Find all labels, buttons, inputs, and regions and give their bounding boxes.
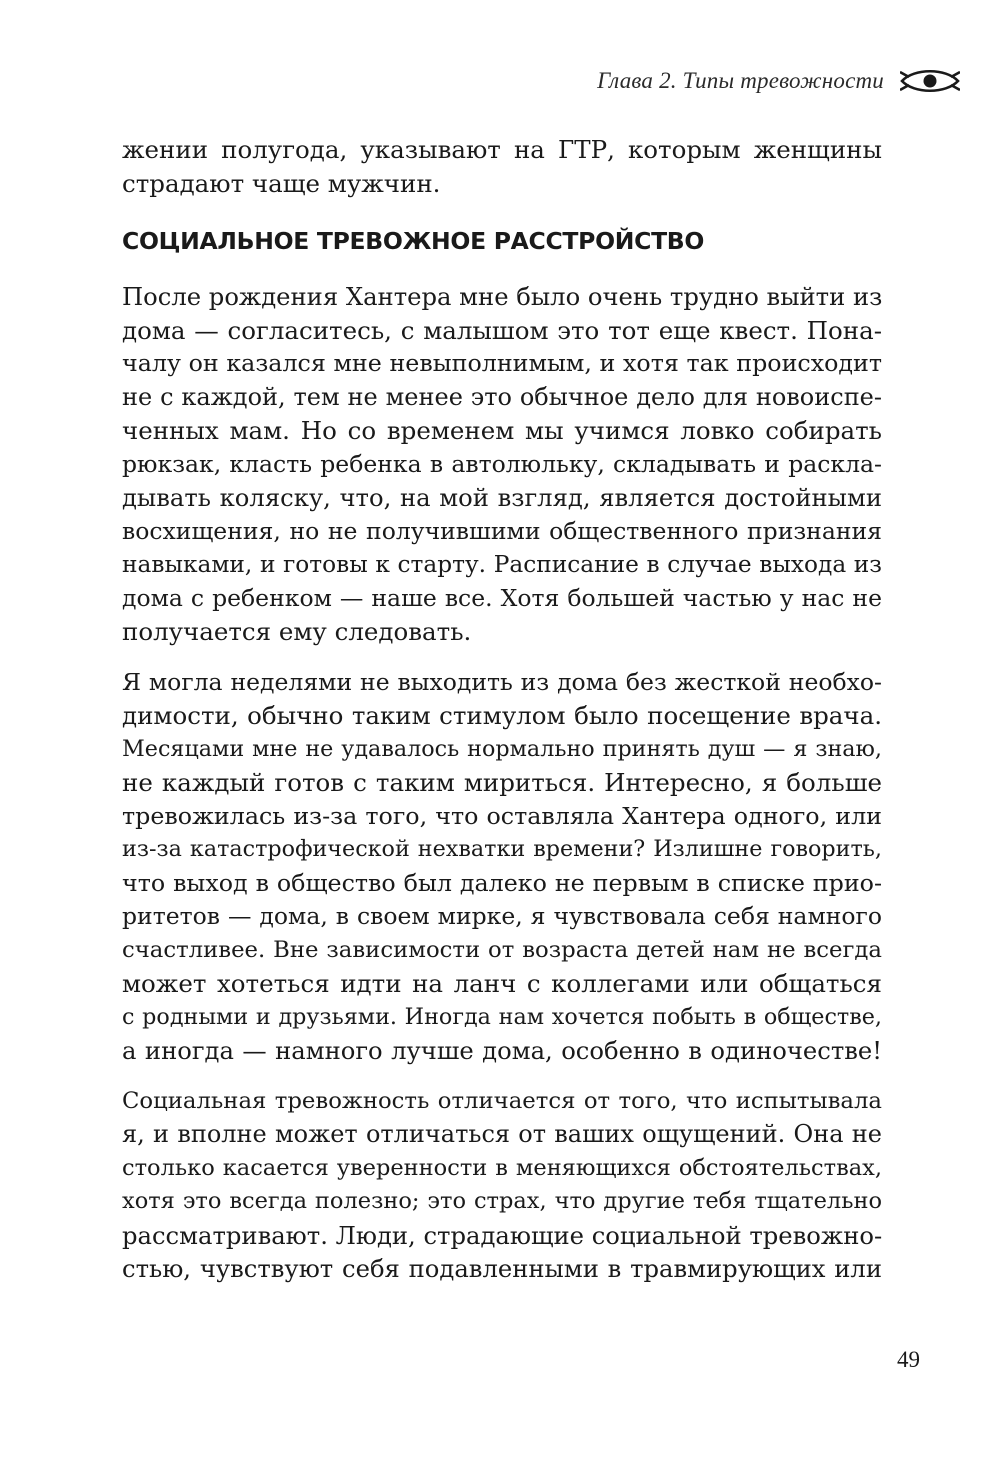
text-line: жении полугода, указывают на ГТР, которым женщины <box>122 135 882 164</box>
eye-icon <box>900 68 960 94</box>
text-line: ченных мам. Но со временем мы учимся ловко собирать <box>122 416 882 445</box>
text-line: ритетов — дома, в своем мирке, я чувствовала себя намного <box>122 902 882 930</box>
text-line: а иногда — намного лучше дома, особенно в одиночестве! <box>122 1036 882 1065</box>
text-line: рюкзак, класть ребенка в автолюльку, складывать и раскла- <box>122 449 882 478</box>
text-line: восхищения, но не получившими общественного признания <box>122 516 882 545</box>
text-line: счастливее. Вне зависимости от возраста детей нам не всегда <box>122 936 882 963</box>
text-line: получается ему следовать. <box>122 617 472 646</box>
text-line: чалу он казался мне невыполнимым, и хотя так происходит <box>122 349 882 377</box>
text-line: дывать коляску, что, на мой взгляд, является достойными <box>122 483 882 512</box>
text-line: Социальная тревожность отличается от того, что испытывала <box>122 1087 882 1114</box>
intro-paragraph <box>122 133 882 200</box>
paragraph-3 <box>122 1085 882 1286</box>
text-line: тревожилась из-за того, что оставляла Хантера одного, или <box>122 801 882 830</box>
running-title: Глава 2. Типы тревожности <box>597 68 884 93</box>
text-line: дома — согласитесь, с малышом это тот еще квест. Пона- <box>122 315 882 345</box>
text-line: я, и вполне может отличаться от ваших ощущений. Она не <box>122 1120 882 1148</box>
text-line: хотя это всегда полезно; это страх, что другие тебя тщательно <box>122 1188 882 1214</box>
section-heading: СОЦИАЛЬНОЕ ТРЕВОЖНОЕ РАССТРОЙСТВО <box>122 227 705 255</box>
text-line: димости, обычно таким стимулом было посещение врача. <box>122 701 882 730</box>
page-number: 49 <box>897 1347 920 1372</box>
page-content <box>122 133 882 1303</box>
text-line: что выход в общество был далеко не первым в списке прио- <box>122 868 882 897</box>
text-line: столько касается уверенности в меняющихся обстоятельствах, <box>122 1154 882 1181</box>
text-line: с родными и друзьями. Иногда нам хочется побыть в обществе, <box>122 1003 882 1030</box>
text-line: дома с ребенком — наше все. Хотя большей частью у нас не <box>122 583 882 612</box>
paragraph-1 <box>122 280 882 649</box>
text-line: навыками, и готовы к старту. Расписание в случае выхода из <box>122 551 882 578</box>
text-line: рассматривают. Люди, страдающие социальной тревожно- <box>122 1220 883 1250</box>
text-line: из-за катастрофической нехватки времени? Излишне говорить, <box>122 836 882 862</box>
text-line: страдают чаще мужчин. <box>122 168 441 198</box>
text-line: После рождения Хантера мне было очень трудно выйти из <box>122 282 883 311</box>
text-line: не с каждой, тем не менее это обычное дело для новоиспе- <box>122 382 882 411</box>
running-header <box>597 68 960 94</box>
text-line: может хотеться идти на ланч с коллегами или общаться <box>122 969 882 998</box>
text-line: стью, чувствуют себя подавленными в травмирующих или <box>122 1254 882 1283</box>
text-line: Я могла неделями не выходить из дома без жесткой необхо- <box>122 667 882 696</box>
text-line: Месяцами мне не удавалось нормально принять душ — я знаю, <box>122 735 882 762</box>
text-line: не каждый готов с таким мириться. Интересно, я больше <box>122 768 882 797</box>
paragraph-2 <box>122 666 882 1068</box>
